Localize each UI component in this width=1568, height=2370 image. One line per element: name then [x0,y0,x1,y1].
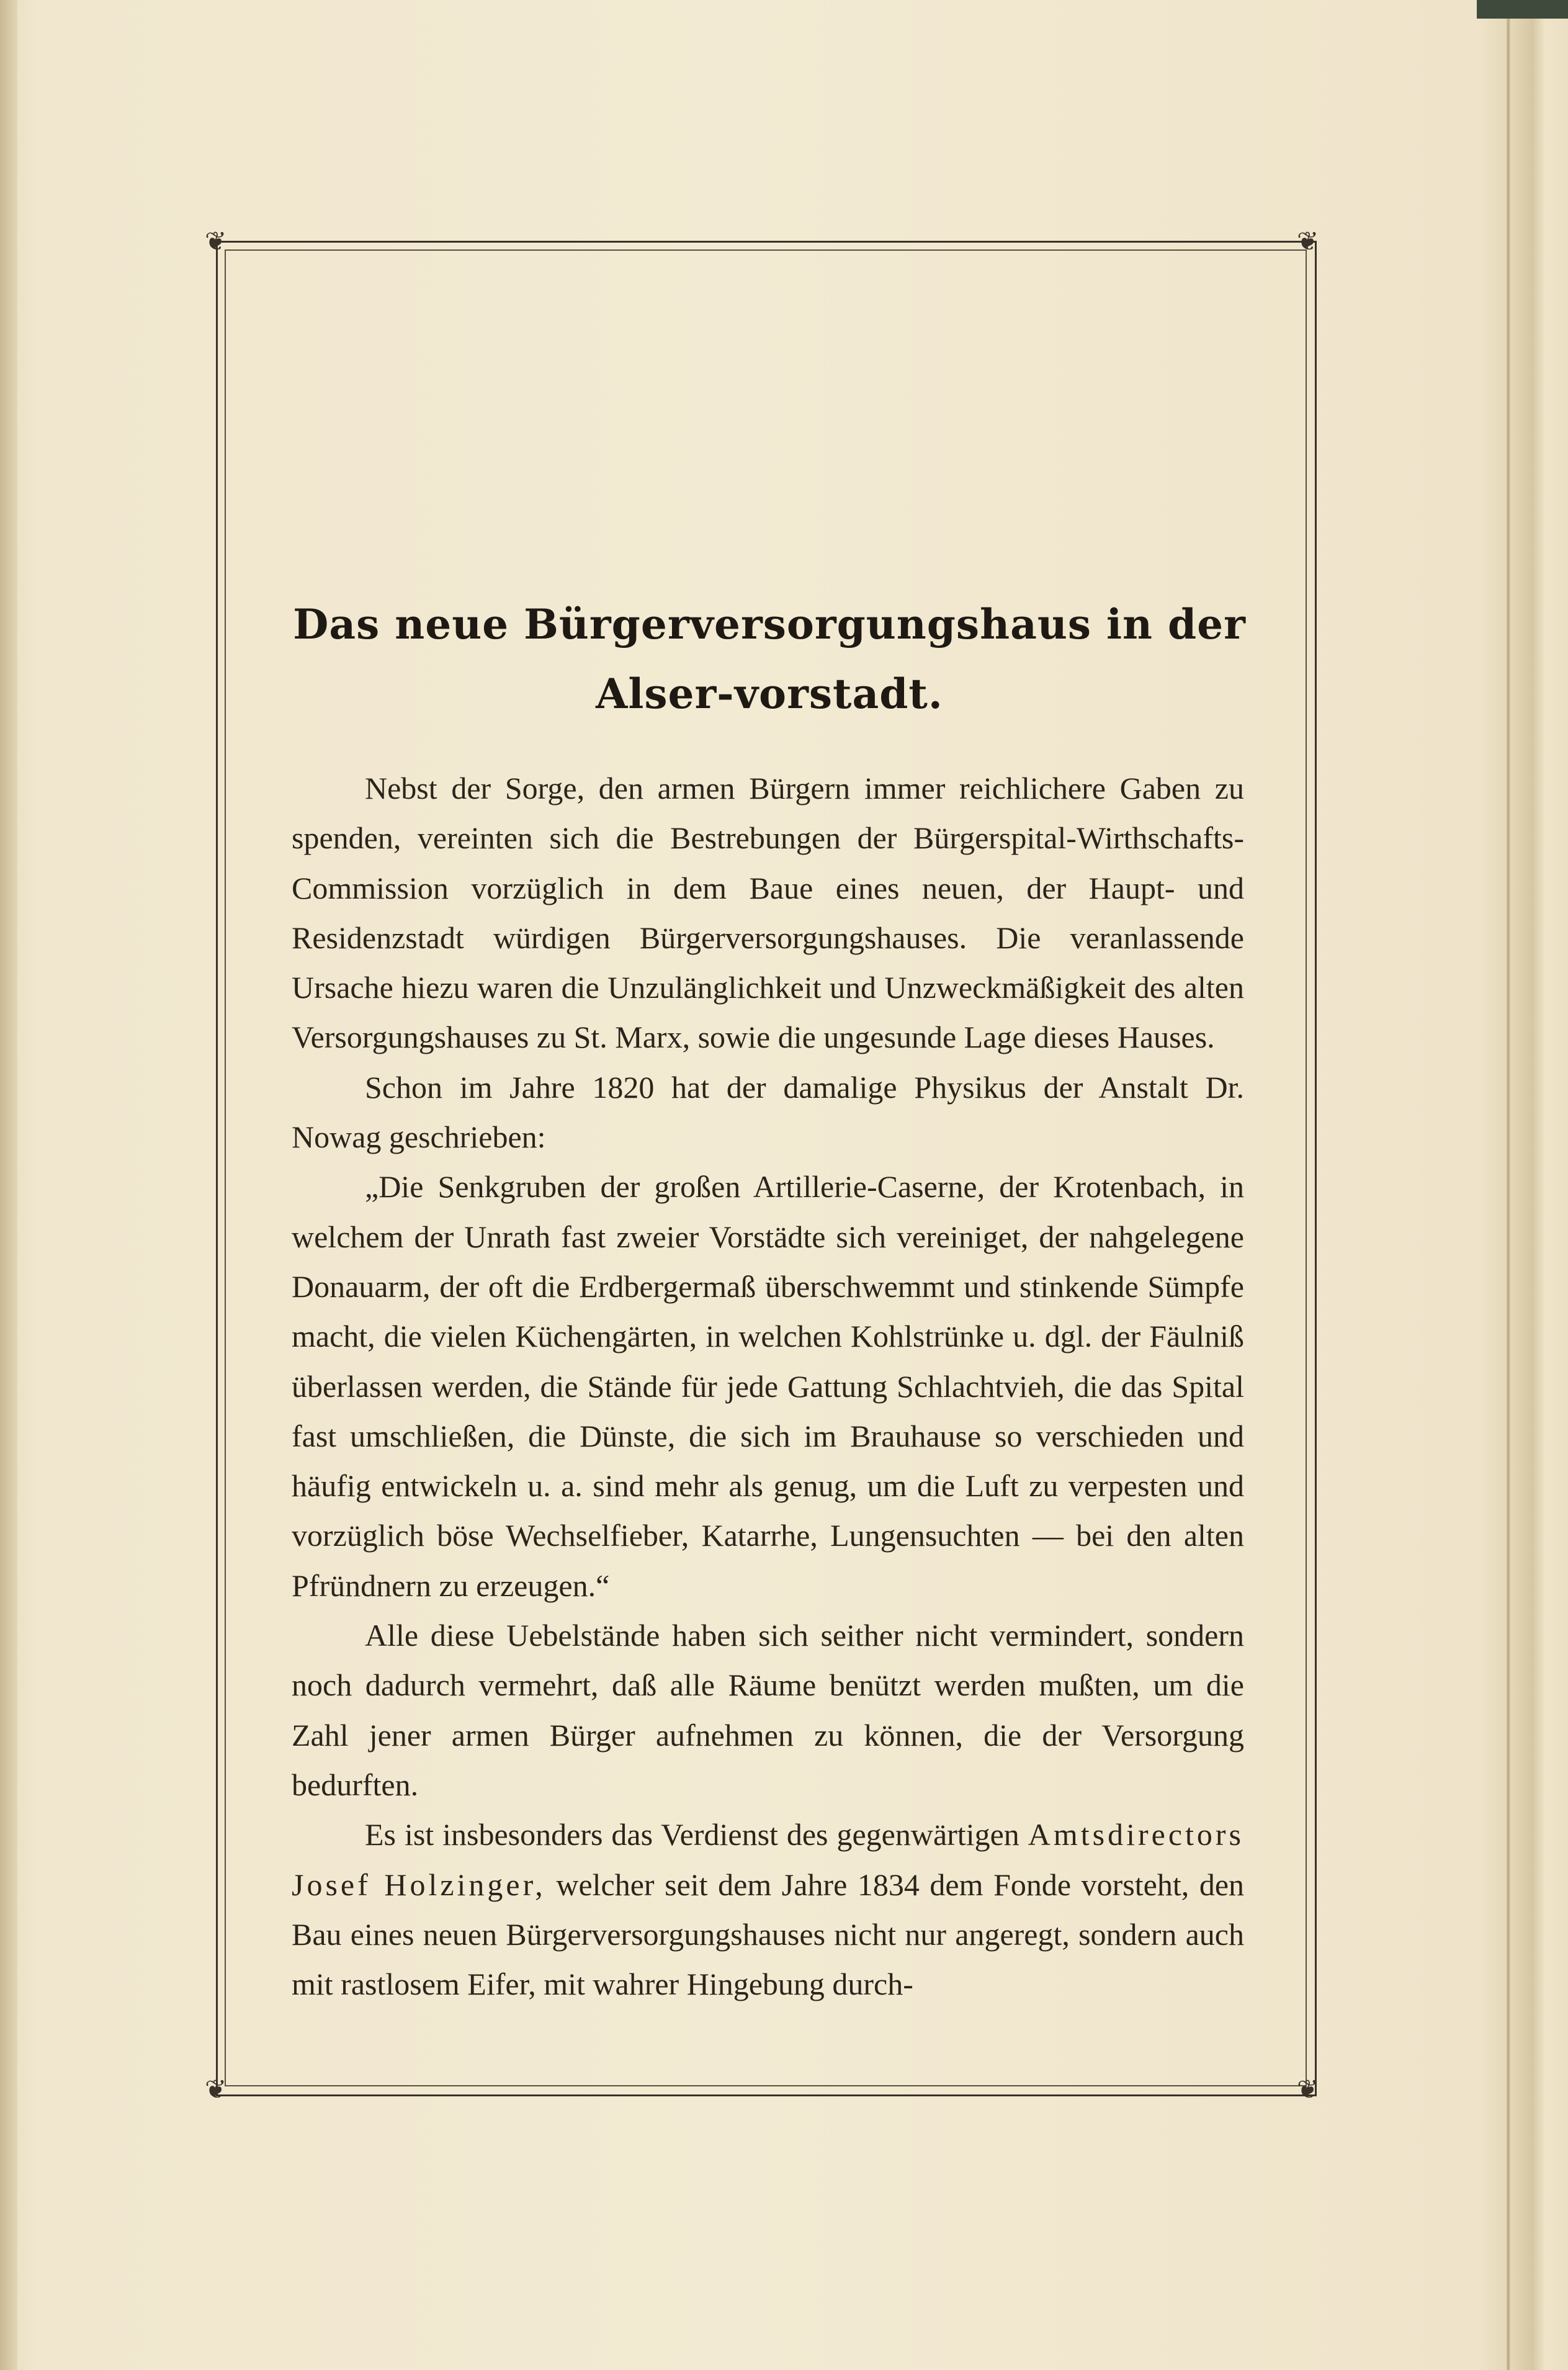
corner-ornament-icon: ❦ [205,226,227,256]
page-title: Das neue Bürgerversorgungshaus in der Alser-vorstadt. [293,600,1246,718]
corner-ornament-icon: ❦ [1297,2074,1319,2104]
paragraph: Alle diese Uebelstände haben sich seither nicht vermindert, sondern noch dadurch vermehrt, daß alle Räume benützt werden mußten, um die Zahl jener armen Bürger aufnehmen zu können, die der Versorgung bedurften. [292,1618,1244,1802]
paragraph [292,1810,1244,2009]
corner-ornament-icon: ❦ [205,2074,227,2104]
paragraph-text: Es ist insbesonders das Verdienst des gegenwärtigen [365,1817,1019,1852]
body-text [292,763,1244,2009]
dark-corner [1477,0,1568,19]
paragraph: Nebst der Sorge, den armen Bürgern immer reichlichere Gaben zu spenden, vereinten sich die Bestrebungen der Bürgerspital-Wirthschafts-Commission vorzüglich in dem Baue eines neuen, der Haupt- und Residenzstadt würdigen Bürgerversorgungshauses. Die veranlassende Ursache hiezu waren die Unzulänglichkeit und Unzweckmäßigkeit des alten Versorgungshauses zu St. Marx, sowie die ungesunde Lage dieses Hauses. [292,771,1244,1055]
corner-ornament-icon: ❦ [1297,226,1319,256]
quotation-paragraph: „Die Senkgruben der großen Artillerie-Caserne, der Krotenbach, in welchem der Unrath fast zweier Vorstädte sich vereiniget, der nahgelegene Donauarm, der oft die Erdbergermaß überschwemmt und stinkende Sümpfe macht, die vielen Küchengärten, in welchen Kohlstrünke u. dgl. der Fäulniß überlassen werden, die Stände für jede Gattung Schlachtvieh, die das Spital fast umschließen, die Dünste, die sich im Brauhause so verschieden und häufig entwickeln u. a. sind mehr als genug, um die Luft zu verpesten und vorzüglich böse Wechselfieber, Katarrhe, Lungensuchten — bei den alten Pfründnern zu erzeugen.“ [292,1169,1244,1603]
left-page-edge [0,0,17,2370]
page-fold-line [1507,19,1510,2370]
emphasized-name: Amtsdirectors Josef Holzinger, [292,1817,1245,1902]
paragraph: Schon im Jahre 1820 hat der damalige Physikus der Anstalt Dr. Nowag geschrieben: [292,1069,1244,1155]
paragraph-text: welcher seit dem Jahre 1834 dem Fonde vorsteht, den Bau eines neuen Bürgerversorgungshauses nicht nur angeregt, sondern auch mit rastlosem Eifer, mit wahrer Hingebung durch- [292,1867,1245,2002]
